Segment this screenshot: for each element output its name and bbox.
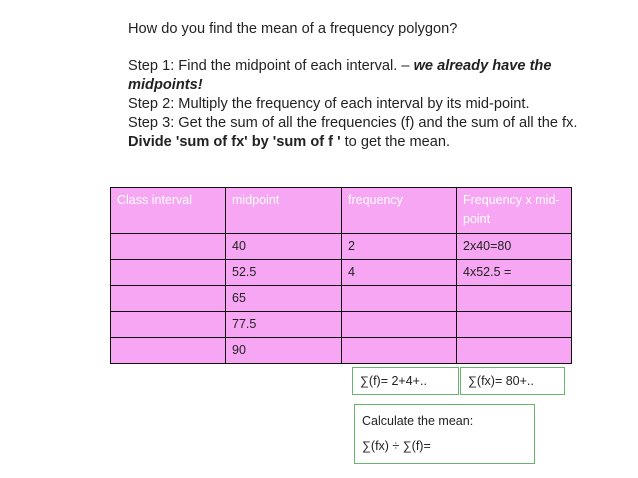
header-frequency: frequency (342, 188, 457, 234)
table-row (111, 338, 572, 364)
table-cell: 2 (342, 234, 457, 260)
table-cell: 4x52.5 = (457, 260, 572, 286)
question-heading: How do you find the mean of a frequency polygon? (128, 21, 458, 37)
table-cell (342, 286, 457, 312)
step-1-text: Step 1: Find the midpoint of each interval. – (128, 58, 414, 74)
table-row (111, 260, 572, 286)
table-cell (111, 260, 226, 286)
table-cell: 77.5 (226, 312, 342, 338)
table-cell (111, 234, 226, 260)
table-cell (342, 312, 457, 338)
frequency-table (110, 187, 572, 364)
table-cell: 52.5 (226, 260, 342, 286)
table-cell (111, 312, 226, 338)
table-header-row (111, 188, 572, 234)
header-frequency-x-midpoint: Frequency x mid-point (457, 188, 572, 234)
step-1-emphasis: we already have the (413, 58, 552, 74)
step-4-bold: Divide 'sum of fx' by 'sum of f ' (128, 134, 341, 150)
mean-formula: ∑(fx) ÷ ∑(f)= (362, 439, 431, 453)
calculate-label: Calculate the mean: (362, 414, 474, 428)
step-3: Step 3: Get the sum of all the frequencies (f) and the sum of all the fx. (128, 115, 578, 131)
step-2: Step 2: Multiply the frequency of each interval by its mid-point. (128, 96, 530, 112)
step-4 (128, 133, 628, 152)
table-cell: 90 (226, 338, 342, 364)
step-1 (128, 57, 628, 76)
sum-f-box: ∑(f)= 2+4+.. (352, 367, 459, 395)
table-cell (457, 338, 572, 364)
header-class-interval: Class interval (111, 188, 226, 234)
header-midpoint: midpoint (226, 188, 342, 234)
table-row (111, 286, 572, 312)
table-cell: 2x40=80 (457, 234, 572, 260)
step-1-emphasis-cont: midpoints! (128, 77, 203, 93)
table-cell (457, 312, 572, 338)
sum-fx-box: ∑(fx)= 80+.. (460, 367, 565, 395)
table-cell: 65 (226, 286, 342, 312)
instructions (128, 20, 628, 152)
table-row (111, 312, 572, 338)
table-cell (457, 286, 572, 312)
table-cell: 4 (342, 260, 457, 286)
table-row (111, 234, 572, 260)
calculate-mean-box (354, 404, 535, 464)
table-cell (342, 338, 457, 364)
table-cell: 40 (226, 234, 342, 260)
table-cell (111, 286, 226, 312)
table-cell (111, 338, 226, 364)
step-4-rest: to get the mean. (340, 134, 451, 150)
